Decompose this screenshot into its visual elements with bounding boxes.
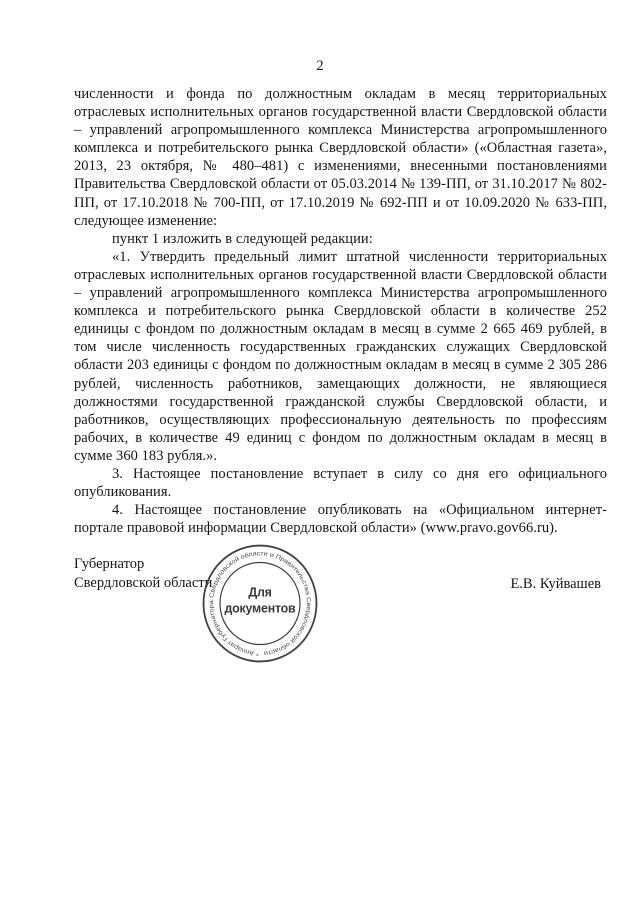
paragraph-point-4: 4. Настоящее постановление опубликовать на «Официальном интернет-портале правовой информации Свердловской области» (www.pravo.gov66.ru). (74, 502, 607, 537)
paragraph-point-3: 3. Настоящее постановление вступает в силу со дня его официального опубликования. (74, 465, 607, 501)
stamp-ring-text: * Аппарат Губернатора Свердловской области и Правительства Свердловской области (208, 550, 312, 657)
paragraph-continuation: численности и фонда по должностным окладам в месяц территориальных отраслевых исполнительных органов государственной власти Свердловской области – управлений агропромышленного комплекса Министерства агропромышленного комплекса и потребительского рынка Свердловской области» («Областная газета», 2013, 23 октября, № 480–481) с изменениями, внесенными постановлениями Правительства Свердловской области от 05.03.2014 № 139-ПП, от 31.10.2017 № 802-ПП, от 17.10.2018 № 700-ПП, от 17.10.2019 № 692-ПП и от 10.09.2020 № 633-ПП, следующее изменение: (74, 86, 607, 229)
paragraph-amendment-intro: пункт 1 изложить в следующей редакции: (112, 230, 373, 247)
stamp-center-text-line2: документов (224, 601, 296, 616)
paragraph-point-1: «1. Утвердить предельный лимит штатной численности территориальных отраслевых исполнительных органов государственной власти Свердловской области – управлений агропромышленного комплекса Министерства агропромышленного комплекса и потребительского рынка Свердловской области в количестве 252 единицы с фондом по должностным окладам в месяц в сумме 2 665 469 рублей, в том числе численность государственных гражданских служащих Свердловской области 203 единицы с фондом по должностным окладам в месяц в сумме 2 305 286 рублей, численность работников, замещающих должности, не являющиеся должностями государственной гражданской службы Свердловской области, и работников, осуществляющих профессиональную деятельность по профессиям рабочих, в количестве 49 единиц с фондом по должностным окладам в месяц в сумме 360 183 рубля.». (74, 248, 607, 464)
stamp-center-text-line1: Для (248, 585, 272, 600)
signature-block (74, 555, 607, 595)
official-stamp (197, 544, 323, 663)
page-number: 2 (316, 58, 324, 74)
document-body (74, 85, 607, 537)
signature-title-line2: Свердловской области (74, 574, 213, 591)
signature-name: Е.В. Куйвашев (510, 576, 601, 592)
signature-title-line1: Губернатор (74, 556, 145, 572)
